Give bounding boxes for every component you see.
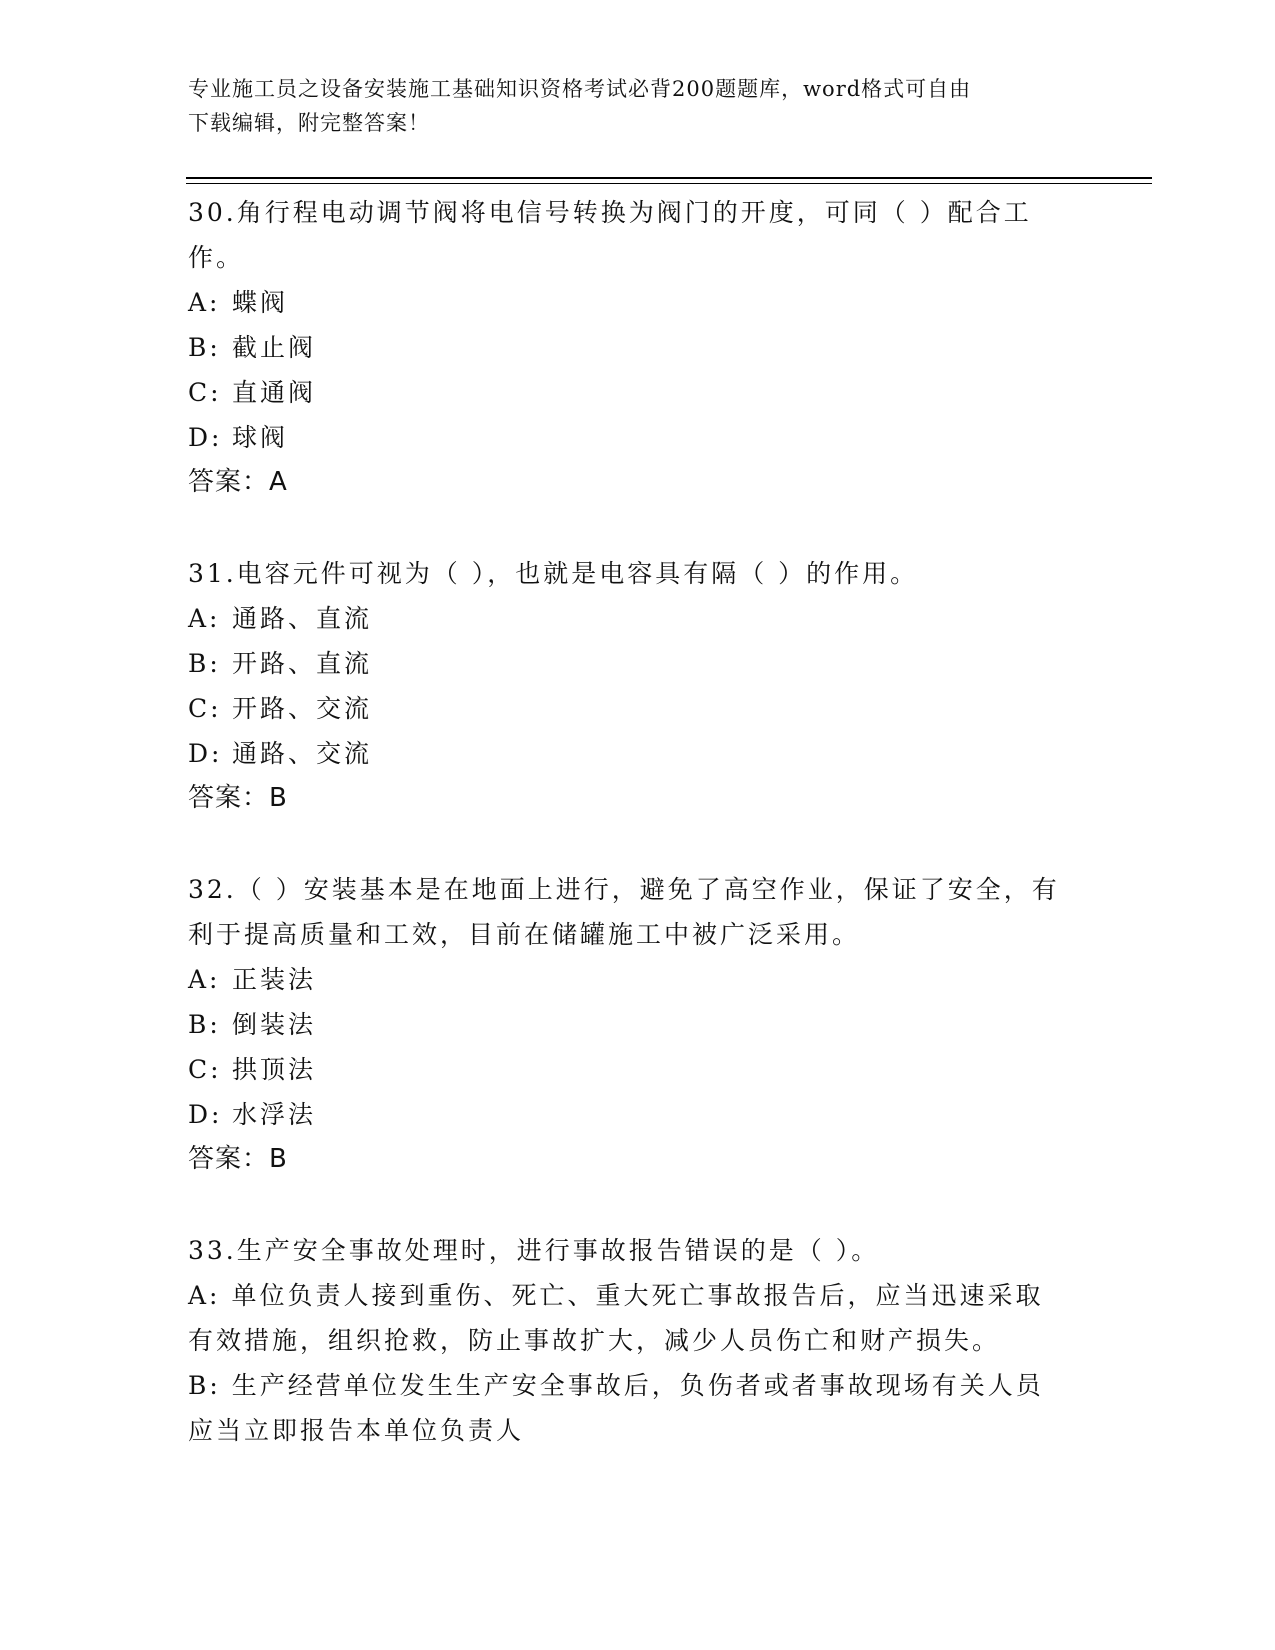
option-label: A: — [188, 288, 221, 317]
option-text: 生产经营单位发生生产安全事故后，负伤者或者事故现场有关人员应当立即报告本单位负责人 — [188, 1371, 1044, 1445]
option-b — [188, 1002, 1088, 1047]
option-c — [188, 686, 1088, 731]
option-text: 拱顶法 — [232, 1055, 317, 1084]
question-stem: 32.（ ）安装基本是在地面上进行，避免了高空作业，保证了安全，有利于提高质量和工效，目前在储罐施工中被广泛采用。 — [188, 875, 1060, 949]
question-32 — [188, 867, 1088, 1182]
option-label: C: — [188, 1055, 222, 1084]
answer-line: 答案：B — [188, 1144, 288, 1174]
option-label: A: — [188, 1281, 221, 1310]
option-label: A: — [188, 965, 221, 994]
option-label: C: — [188, 378, 222, 407]
option-c — [188, 1047, 1088, 1092]
option-text: 通路、交流 — [232, 739, 373, 768]
header-divider-thick — [186, 177, 1152, 179]
answer-line: 答案：B — [188, 783, 288, 813]
option-text: 直通阀 — [232, 378, 317, 407]
option-text: 单位负责人接到重伤、死亡、重大死亡事故报告后，应当迅速采取有效措施，组织抢救，防止事故扩大，减少人员伤亡和财产损失。 — [188, 1281, 1044, 1355]
option-label: D: — [188, 739, 223, 768]
option-a — [188, 280, 1088, 325]
option-label: B: — [188, 1010, 221, 1039]
option-text: 通路、直流 — [232, 604, 373, 633]
option-text: 倒装法 — [232, 1010, 317, 1039]
option-text: 开路、直流 — [232, 649, 373, 678]
answer-line: 答案：A — [188, 467, 288, 497]
header-line-2: 下载编辑，附完整答案！ — [188, 111, 430, 135]
option-text: 截止阀 — [232, 333, 317, 362]
option-c — [188, 370, 1088, 415]
option-b — [188, 325, 1088, 370]
option-d — [188, 415, 1088, 460]
question-31 — [188, 551, 1088, 821]
question-30 — [188, 190, 1088, 505]
option-text: 水浮法 — [232, 1100, 317, 1129]
option-a — [188, 1273, 1068, 1363]
option-label: C: — [188, 694, 222, 723]
option-label: B: — [188, 649, 221, 678]
option-text: 正装法 — [232, 965, 317, 994]
option-b — [188, 641, 1088, 686]
option-label: B: — [188, 1371, 221, 1400]
option-a — [188, 957, 1088, 1002]
document-header — [188, 72, 1068, 140]
option-b — [188, 1363, 1068, 1453]
option-label: B: — [188, 333, 221, 362]
option-text: 蝶阀 — [232, 288, 289, 317]
header-divider-thin — [186, 183, 1152, 184]
option-d — [188, 731, 1088, 776]
option-text: 球阀 — [232, 423, 289, 452]
question-stem: 33.生产安全事故处理时，进行事故报告错误的是（ ）。 — [188, 1236, 880, 1265]
header-line-1: 专业施工员之设备安装施工基础知识资格考试必背200题题库，word格式可自由 — [188, 77, 972, 101]
option-text: 开路、交流 — [232, 694, 373, 723]
question-stem: 31.电容元件可视为（ ），也就是电容具有隔（ ）的作用。 — [188, 559, 919, 588]
option-d — [188, 1092, 1088, 1137]
question-list — [188, 190, 1088, 1499]
question-stem: 30.角行程电动调节阀将电信号转换为阀门的开度，可同（ ）配合工作。 — [188, 198, 1032, 272]
option-label: A: — [188, 604, 221, 633]
question-33 — [188, 1228, 1088, 1453]
option-label: D: — [188, 1100, 223, 1129]
option-label: D: — [188, 423, 223, 452]
option-a — [188, 596, 1088, 641]
